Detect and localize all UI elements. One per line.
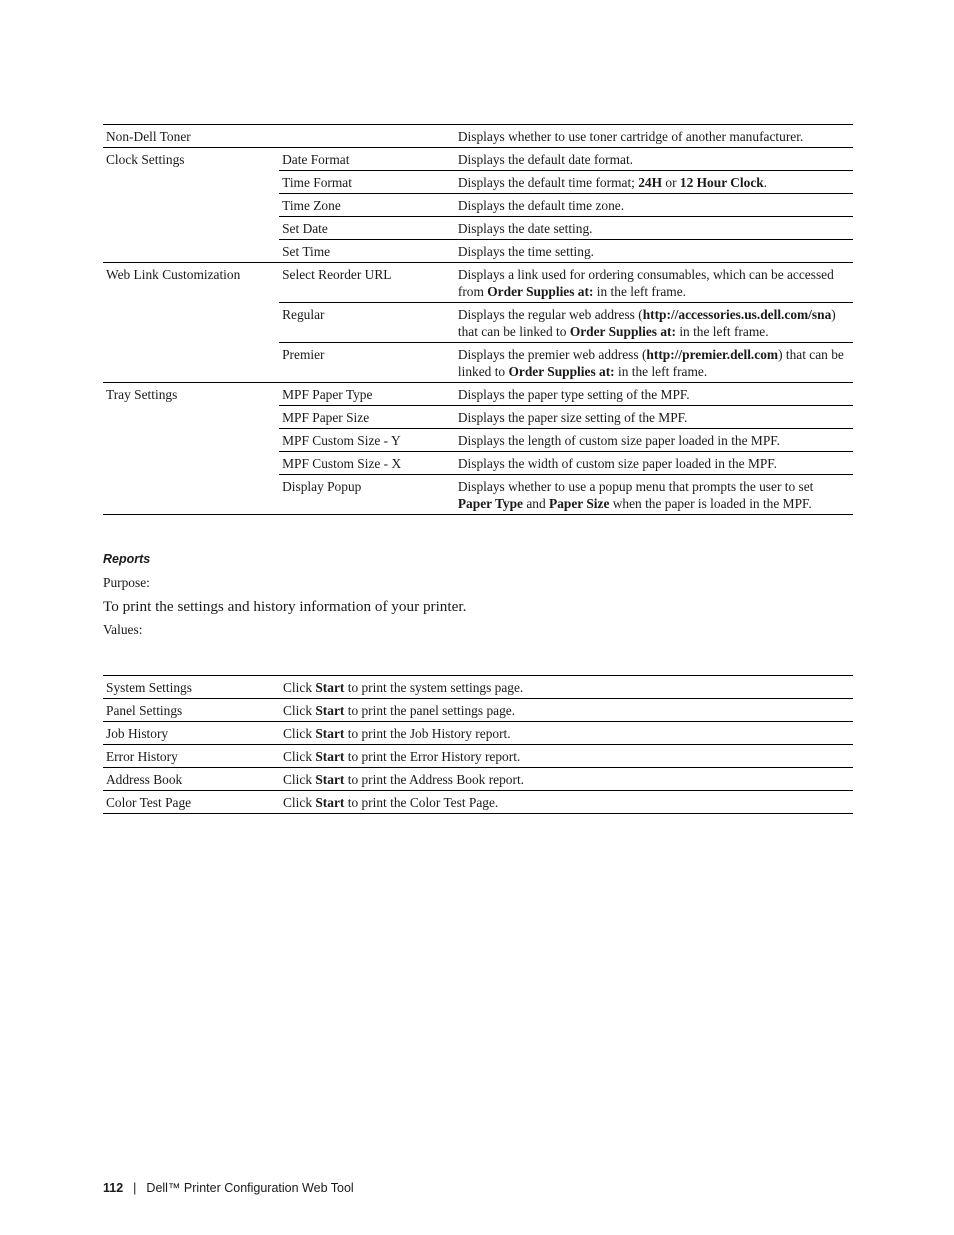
description-text: and bbox=[522, 496, 550, 511]
table-row bbox=[103, 676, 853, 699]
setting-description-cell bbox=[455, 475, 853, 515]
start-term: Start bbox=[315, 703, 345, 718]
footer-separator: | bbox=[133, 1181, 137, 1195]
description-text: in the left frame. bbox=[593, 284, 686, 299]
setting-item-cell: Premier bbox=[279, 343, 455, 383]
description-text: Displays the date setting. bbox=[457, 221, 593, 236]
setting-item-cell: MPF Custom Size - Y bbox=[279, 429, 455, 452]
table-row bbox=[103, 406, 853, 429]
reports-heading: Reports bbox=[103, 552, 151, 566]
description-text: when the paper is loaded in the MPF. bbox=[609, 496, 812, 511]
description-text: Click bbox=[283, 680, 316, 695]
setting-item-cell: Time Format bbox=[279, 171, 455, 194]
table-row bbox=[103, 452, 853, 475]
page-number: 112 bbox=[103, 1181, 124, 1195]
setting-item-cell: Regular bbox=[279, 303, 455, 343]
setting-description-cell bbox=[455, 263, 853, 303]
table-row bbox=[103, 699, 853, 722]
setting-group-cell bbox=[103, 240, 279, 263]
description-text: to print the panel settings page. bbox=[344, 703, 516, 718]
setting-item-cell: Set Date bbox=[279, 217, 455, 240]
values-label: Values: bbox=[103, 622, 143, 637]
bold-term: http://accessories.us.dell.com/sna bbox=[642, 307, 832, 322]
report-action-cell bbox=[280, 676, 853, 699]
description-text: Click bbox=[283, 749, 316, 764]
description-text: Displays whether to use a popup menu that prompts the user to set bbox=[457, 479, 814, 494]
setting-group-cell bbox=[103, 194, 279, 217]
setting-description-cell bbox=[455, 240, 853, 263]
description-text: to print the system settings page. bbox=[344, 680, 524, 695]
description-text: to print the Job History report. bbox=[344, 726, 511, 741]
table-row bbox=[103, 125, 853, 148]
bold-term: 12 Hour Clock bbox=[679, 175, 764, 190]
bold-term: http://premier.dell.com bbox=[646, 347, 779, 362]
description-text: Displays the default date format. bbox=[457, 152, 634, 167]
table-row bbox=[103, 303, 853, 343]
reports-table-body bbox=[103, 676, 853, 814]
description-text: Click bbox=[283, 772, 316, 787]
footer-title: Dell™ Printer Configuration Web Tool bbox=[146, 1181, 354, 1195]
setting-group-cell: Clock Settings bbox=[106, 152, 185, 167]
setting-group-cell bbox=[103, 475, 279, 515]
start-term: Start bbox=[315, 680, 345, 695]
description-text: Click bbox=[283, 795, 316, 810]
description-text: in the left frame. bbox=[675, 324, 769, 339]
setting-item-cell: Set Time bbox=[279, 240, 455, 263]
setting-item-cell: Display Popup bbox=[279, 475, 455, 515]
description-text: Displays the time setting. bbox=[457, 244, 594, 259]
description-text: to print the Color Test Page. bbox=[344, 795, 499, 810]
setting-description-cell bbox=[455, 148, 853, 171]
bold-term: 24H bbox=[638, 175, 663, 190]
description-text: Click bbox=[283, 726, 316, 741]
table-row bbox=[103, 383, 853, 406]
description-text: Displays the regular web address ( bbox=[457, 307, 643, 322]
setting-group-cell: Non-Dell Toner bbox=[106, 129, 191, 144]
purpose-label: Purpose: bbox=[103, 575, 150, 590]
table-row bbox=[103, 429, 853, 452]
setting-description-cell bbox=[455, 194, 853, 217]
setting-group-cell: Web Link Customization bbox=[106, 267, 241, 282]
page-footer bbox=[103, 1181, 354, 1195]
setting-description-cell bbox=[455, 383, 853, 406]
setting-description-cell bbox=[455, 406, 853, 429]
report-name-cell: Color Test Page bbox=[106, 795, 192, 810]
description-text: Displays a link used for ordering consumables, which can be accessed from bbox=[457, 267, 834, 299]
description-text: Displays the premier web address ( bbox=[457, 347, 647, 362]
reports-table bbox=[103, 675, 853, 814]
settings-table bbox=[103, 124, 853, 515]
report-name-cell: Job History bbox=[106, 726, 169, 741]
setting-item-cell: Time Zone bbox=[279, 194, 455, 217]
setting-item-cell bbox=[279, 125, 455, 148]
report-action-cell bbox=[280, 768, 853, 791]
description-text: Displays the paper size setting of the MPF. bbox=[457, 410, 688, 425]
setting-group-cell bbox=[103, 217, 279, 240]
setting-group-cell bbox=[103, 429, 279, 452]
description-text: . bbox=[763, 175, 768, 190]
bold-term: Order Supplies at: bbox=[569, 324, 676, 339]
setting-description-cell bbox=[455, 125, 853, 148]
report-name-cell: Panel Settings bbox=[106, 703, 183, 718]
description-text: Displays whether to use toner cartridge of another manufacturer. bbox=[457, 129, 804, 144]
setting-item-cell: MPF Paper Type bbox=[282, 387, 373, 402]
setting-item-cell: Date Format bbox=[282, 152, 350, 167]
description-text: Displays the default time format; bbox=[457, 175, 639, 190]
setting-description-cell bbox=[455, 429, 853, 452]
setting-item-cell: MPF Custom Size - X bbox=[279, 452, 455, 475]
table-row bbox=[103, 722, 853, 745]
start-term: Start bbox=[315, 726, 345, 741]
table-row bbox=[103, 194, 853, 217]
table-row bbox=[103, 791, 853, 814]
setting-description-cell bbox=[455, 343, 853, 383]
bold-term: Paper Size bbox=[549, 496, 610, 511]
setting-description-cell bbox=[455, 303, 853, 343]
report-name-cell: System Settings bbox=[106, 680, 192, 695]
description-text: Displays the default time zone. bbox=[457, 198, 625, 213]
bold-term: Order Supplies at: bbox=[508, 364, 615, 379]
table-row bbox=[103, 171, 853, 194]
table-row bbox=[103, 240, 853, 263]
setting-group-cell bbox=[103, 171, 279, 194]
table-row bbox=[103, 343, 853, 383]
setting-description-cell bbox=[455, 217, 853, 240]
report-name-cell: Error History bbox=[106, 749, 178, 764]
table-row bbox=[103, 768, 853, 791]
start-term: Start bbox=[315, 772, 345, 787]
start-term: Start bbox=[315, 795, 345, 810]
description-text: or bbox=[662, 175, 680, 190]
description-text: Displays the paper type setting of the MPF. bbox=[457, 387, 690, 402]
description-text: to print the Address Book report. bbox=[344, 772, 525, 787]
report-action-cell bbox=[280, 699, 853, 722]
bold-term: Order Supplies at: bbox=[487, 284, 594, 299]
report-action-cell bbox=[280, 722, 853, 745]
description-text: in the left frame. bbox=[614, 364, 708, 379]
bold-term: Paper Type bbox=[457, 496, 523, 511]
table-row bbox=[103, 148, 853, 171]
description-text: ) that can be linked to bbox=[457, 347, 844, 379]
setting-group-cell bbox=[103, 406, 279, 429]
setting-group-cell: Tray Settings bbox=[106, 387, 178, 402]
start-term: Start bbox=[315, 749, 345, 764]
setting-group-cell bbox=[103, 303, 279, 343]
setting-description-cell bbox=[455, 452, 853, 475]
table-row bbox=[103, 475, 853, 515]
setting-item-cell: MPF Paper Size bbox=[279, 406, 455, 429]
setting-item-cell: Select Reorder URL bbox=[282, 267, 392, 282]
report-action-cell bbox=[280, 745, 853, 768]
settings-table-body bbox=[103, 125, 853, 515]
description-text: ) that can be linked to bbox=[457, 307, 836, 339]
report-name-cell: Address Book bbox=[106, 772, 183, 787]
description-text: Displays the width of custom size paper loaded in the MPF. bbox=[457, 456, 778, 471]
table-row bbox=[103, 217, 853, 240]
description-text: to print the Error History report. bbox=[344, 749, 521, 764]
setting-description-cell bbox=[455, 171, 853, 194]
description-text: Displays the length of custom size paper loaded in the MPF. bbox=[457, 433, 780, 448]
table-row bbox=[103, 745, 853, 768]
setting-group-cell bbox=[103, 343, 279, 383]
purpose-text: To print the settings and history information of your printer. bbox=[103, 598, 467, 615]
report-action-cell bbox=[280, 791, 853, 814]
setting-group-cell bbox=[103, 452, 279, 475]
table-row bbox=[103, 263, 853, 303]
description-text: Click bbox=[283, 703, 316, 718]
